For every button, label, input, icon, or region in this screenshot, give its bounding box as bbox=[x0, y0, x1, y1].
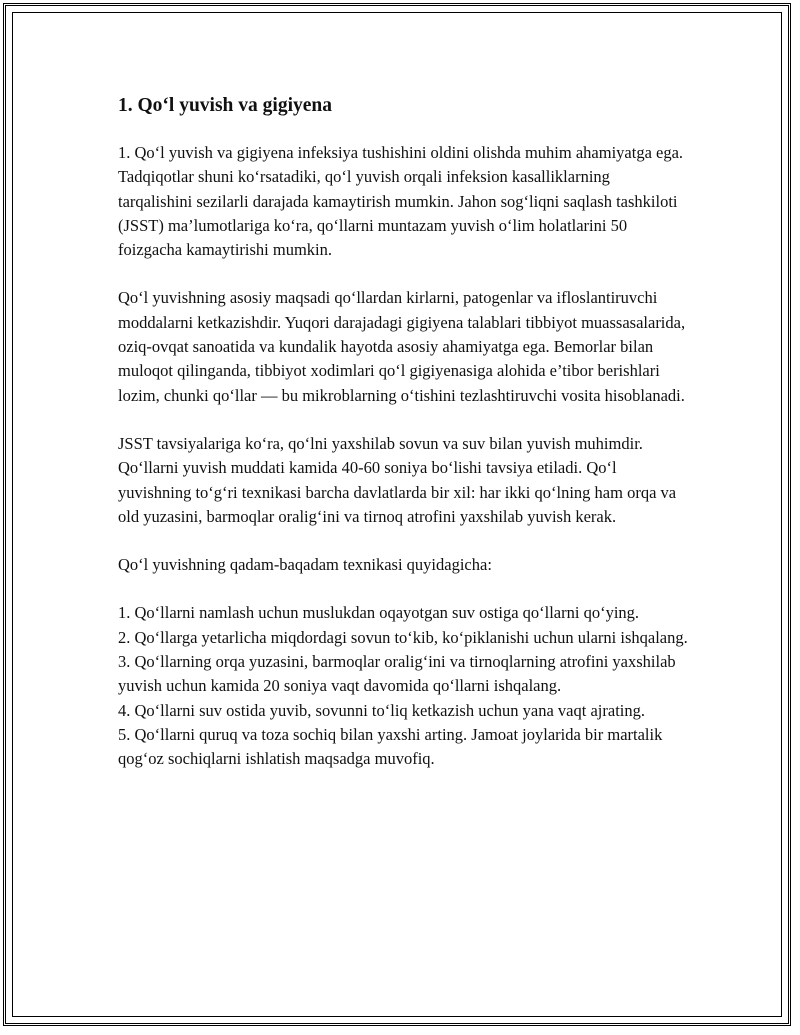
document-body bbox=[118, 92, 688, 772]
paragraph-recommendations: JSST tavsiyalariga ko‘ra, qo‘lni yaxshilab sovun va suv bilan yuvish muhimdir. Qo‘llarni yuvish muddati kamida 40-60 soniya bo‘lishi tavsiya etiladi. Qo‘l yuvishning to‘g‘ri texnikasi barcha davlatlarda bir xil: har ikki qo‘lning ham orqa va old yuzasini, barmoqlar oralig‘ini va tirnoq atrofini yaxshilab yuvish kerak. bbox=[118, 433, 677, 526]
steps-list bbox=[118, 601, 688, 771]
paragraph-intro: 1. Qo‘l yuvish va gigiyena infeksiya tushishini oldini olishda muhim ahamiyatga ega. Tadqiqotlar shuni ko‘rsatadiki, qo‘l yuvish orqali infeksion kasalliklarning tarqalishini sezilarli darajada kamaytirish mumkin. Jahon sog‘liqni saqlash tashkiloti (JSST) ma’lumotlariga ko‘ra, qo‘llarni muntazam yuvish o‘lim holatlarini 50 foizgacha kamaytirishi mumkin. bbox=[118, 143, 684, 260]
step-item: 2. Qo‘llarga yetarlicha miqdordagi sovun to‘kib, ko‘piklanishi uchun ularni ishqalang. bbox=[118, 627, 688, 647]
step-item: 4. Qo‘llarni suv ostida yuvib, sovunni to‘liq ketkazish uchun yana vaqt ajrating. bbox=[118, 700, 645, 720]
step-item: 5. Qo‘llarni quruq va toza sochiq bilan yaxshi arting. Jamoat joylarida bir martalik qog‘oz sochiqlarni ishlatish maqsadga muvofiq. bbox=[118, 724, 663, 769]
paragraph-purpose: Qo‘l yuvishning asosiy maqsadi qo‘llardan kirlarni, patogenlar va ifloslantiruvchi moddalarni ketkazishdir. Yuqori darajadagi gigiyena talablari tibbiyot muassasalarida, oziq-ovqat sanoatida va kundalik hayotda asosiy ahamiyatga ega. Bemorlar bilan muloqot qilinganda, tibbiyot xodimlari qo‘l gigiyenasiga alohida e’tibor berishlari lozim, chunki qo‘llar — bu mikroblarning o‘tishini tezlashtiruvchi vosita hisoblanadi. bbox=[118, 288, 686, 405]
paragraph-steps-intro: Qo‘l yuvishning qadam-baqadam texnikasi quyidagicha: bbox=[118, 555, 492, 575]
section-heading: 1. Qo‘l yuvish va gigiyena bbox=[118, 95, 332, 116]
step-item: 1. Qo‘llarni namlash uchun muslukdan oqayotgan suv ostiga qo‘llarni qo‘ying. bbox=[118, 603, 640, 623]
step-item: 3. Qo‘llarning orqa yuzasini, barmoqlar oralig‘ini va tirnoqlarning atrofini yaxshilab yuvish uchun kamida 20 soniya vaqt davomida qo‘llarni ishqalang. bbox=[118, 652, 676, 696]
